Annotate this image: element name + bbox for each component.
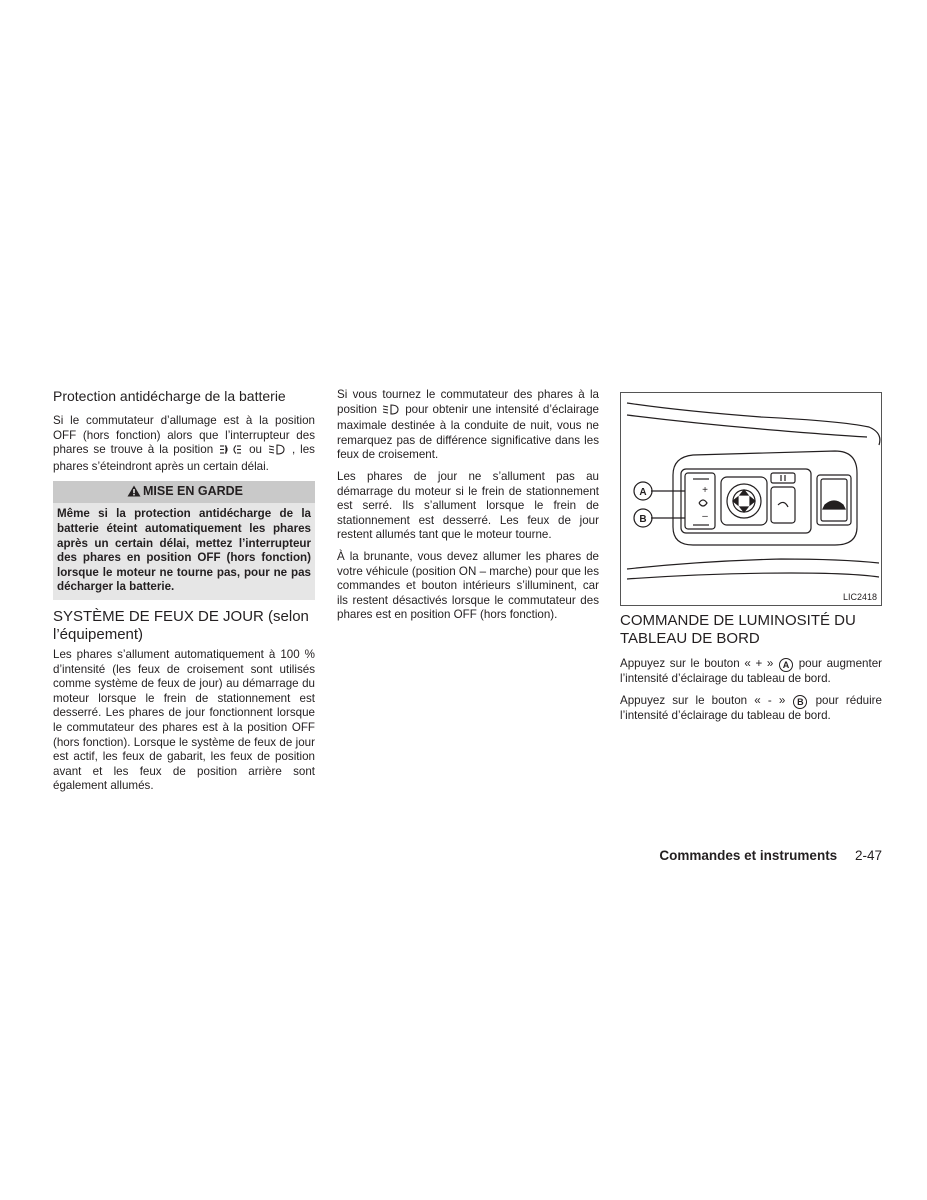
parking-brake-paragraph: Les phares de jour ne s’allument pas au démarrage du moteur si le frein de stationnement est serré. Ils s’allument lorsque le frein de stationnement est desserré. Les feux de jour restent allumés tant que le moteur tourne. xyxy=(337,469,599,542)
column-middle xyxy=(337,388,599,630)
headlight-icon xyxy=(383,404,399,420)
dusk-paragraph: À la brunante, vous devez allumer les phares de votre véhicule (position ON – marche) pour que les commandes et bouton intérieurs s’illuminent, car ils restent désactivés lorsque le commutateur des phares est en position OFF (hors fonction). xyxy=(337,549,599,622)
battery-saver-heading: Protection antidécharge de la batterie xyxy=(53,388,286,404)
headlight-position-paragraph: Si vous tournez le commutateur des phares à la position pour obtenir une intensité d’éclairage maximale destinée à la conduite de nuit, vous ne remarquez pas de différence significative dans les feux de croisement. xyxy=(337,388,599,462)
callout-b: B xyxy=(639,514,647,525)
dimmer-switch-illustration xyxy=(620,392,882,606)
minus-button-label: – xyxy=(702,511,708,522)
page-footer xyxy=(659,848,882,864)
section-name: Commandes et instruments xyxy=(659,848,838,863)
callout-a: A xyxy=(639,487,647,498)
dimmer-increase-paragraph: Appuyez sur le bouton « + » A pour augmenter l’intensité d’éclairage du tableau de bord. xyxy=(620,657,882,685)
plus-button-label: + xyxy=(702,485,708,496)
dimmer-decrease-paragraph: Appuyez sur le bouton « - » B pour réduire l’intensité d’éclairage du tableau de bord. xyxy=(620,693,882,722)
daytime-running-lights-paragraph: Les phares s’allument automatiquement à 100 % d’intensité (les feux de croisement sont utilisés comme système de feux de jour) au démarrage du moteur lorsque le frein de stationnement est desserré. Les phares de jour fonctionnent lorsque le commutateur des phares est à la position OFF (hors fonction). Lorsque le système de feux de jour est actif, les feux de gabarit, les feux de position avant et les feux de position arrière sont également allumés. xyxy=(53,647,315,793)
daytime-running-lights-heading: SYSTÈME DE FEUX DE JOUR (selon l’équipement) xyxy=(53,607,309,643)
callout-b-inline: B xyxy=(793,695,807,709)
page-number: 2-47 xyxy=(854,848,882,863)
warning-box xyxy=(53,481,315,600)
parking-light-icon xyxy=(220,444,242,460)
callout-a-inline: A xyxy=(779,658,793,672)
warning-title: MISE EN GARDE xyxy=(53,481,315,503)
warning-triangle-icon xyxy=(127,485,141,501)
column-right xyxy=(620,392,882,730)
headlight-icon xyxy=(269,444,285,460)
dimmer-switch-drawing xyxy=(621,393,881,605)
dimmer-heading: COMMANDE DE LUMINOSITÉ DU TABLEAU DE BORD xyxy=(620,612,856,647)
figure-code: LIC2418 xyxy=(842,592,877,602)
column-left xyxy=(53,388,315,801)
warning-text: Même si la protection antidécharge de la batterie éteint automatiquement les phares après un certain délai, mettez l’interrupteur des phares en position OFF (hors fonction) lorsque le moteur ne tourne pas, pour ne pas décharger la batterie. xyxy=(57,507,311,594)
battery-saver-paragraph: Si le commutateur d’allumage est à la position OFF (hors fonction) alors que l’interrupteur des phares se trouve à la position ou , les phares s’éteindront après un certain délai. xyxy=(53,414,315,473)
